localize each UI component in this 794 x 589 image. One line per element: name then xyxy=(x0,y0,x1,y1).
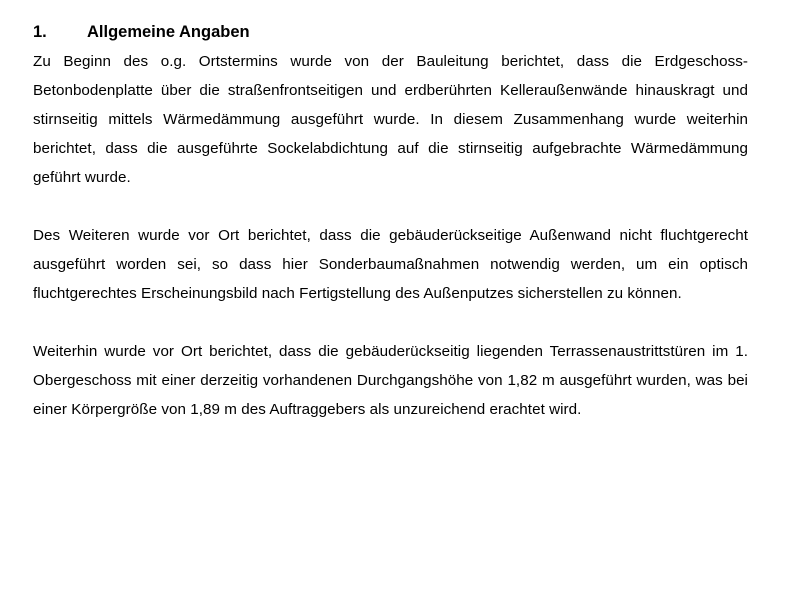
paragraph-rear-wall: Des Weiteren wurde vor Ort berichtet, dass die gebäuderückseitige Außenwand nicht fluchtgerecht ausgeführt worden sei, so dass hier Sonderbaumaßnahmen notwendig werden, um ein optisch fluchtgerechtes Erscheinungsbild nach Fertigstellung des Außenputzes sicherstellen zu können. xyxy=(33,227,748,302)
paragraph-general-info: Zu Beginn des o.g. Ortstermins wurde von der Bauleitung berichtet, dass die Erdgeschoss-Betonbodenplatte über die straßenfrontseitigen und erdberührten Kelleraußenwände hinauskragt und stirnseitig mittels Wärmedämmung ausgeführt wurde. In diesem Zusammenhang wurde weiterhin berichtet, dass die ausgeführte Sockelabdichtung auf die stirnseitig aufgebrachte Wärmedämmung geführt wurde. xyxy=(33,53,748,186)
section-heading xyxy=(33,21,748,43)
paragraph-terrace-doors: Weiterhin wurde vor Ort berichtet, dass die gebäuderückseitig liegenden Terrassenaustrittstüren im 1. Obergeschoss mit einer derzeitig vorhandenen Durchgangshöhe von 1,82 m ausgeführt wurden, was bei einer Körpergröße von 1,89 m des Auftraggebers als unzureichend erachtet wird. xyxy=(33,343,748,418)
section-title: Allgemeine Angaben xyxy=(87,23,250,41)
section-number: 1. xyxy=(33,23,47,41)
document-page xyxy=(33,21,748,453)
